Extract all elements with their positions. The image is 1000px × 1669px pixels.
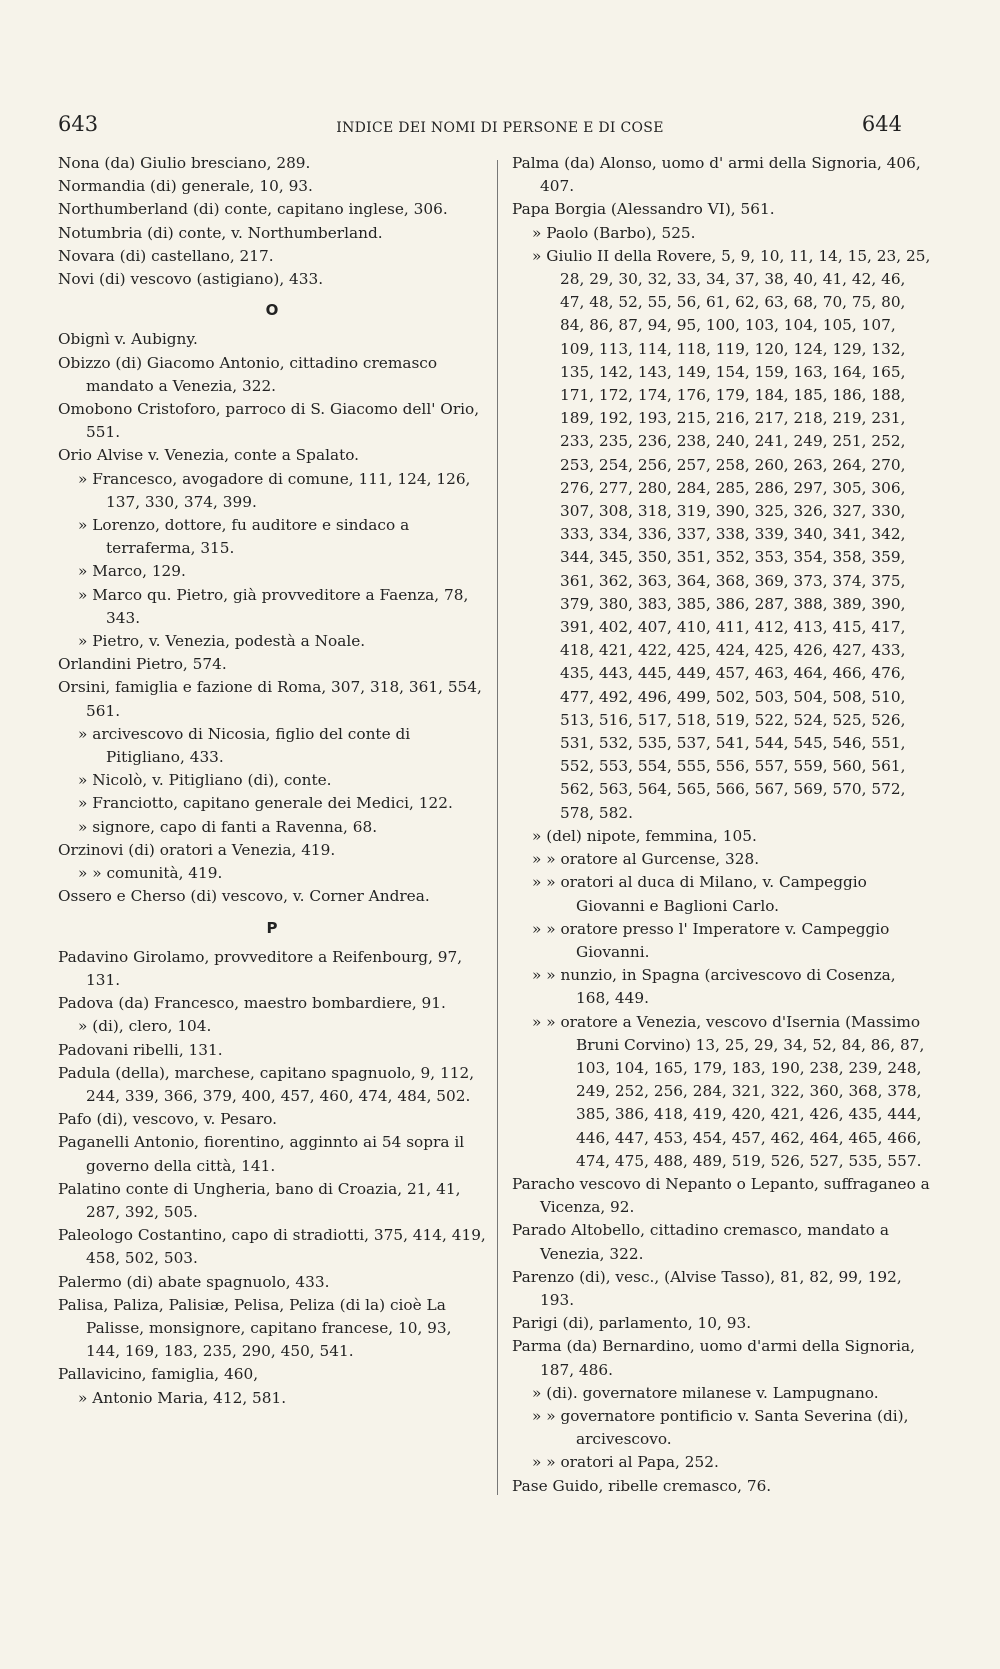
index-entry: Parenzo (di), vesc., (Alvise Tasso), 81, 82, 99, 192, 193. [512,1267,902,1309]
section-letter: P [266,918,278,937]
index-entry: » signore, capo di fanti a Ravenna, 68. [78,817,378,836]
index-entry: » arcivescovo di Nicosia, figlio del conte di Pitigliano, 433. [78,724,411,767]
index-entry: » Franciotto, capitano generale dei Medici, 122. [78,794,453,813]
index-entry: Notumbria (di) conte, v. Northumberland. [58,223,383,242]
index-entry: » Paolo (Barbo), 525. [532,223,696,242]
index-entry: Pase Guido, ribelle cremasco, 76. [512,1476,772,1495]
index-entry: » Marco, 129. [78,562,186,581]
index-entry: Omobono Cristoforo, parroco di S. Giacomo dell' Orio, 551. [58,400,480,442]
index-entry: Orzinovi (di) oratori a Venezia, 419. [58,840,336,859]
index-entry: Parigi (di), parlamento, 10, 93. [512,1314,752,1333]
index-entry: » Nicolò, v. Pitigliano (di), conte. [78,771,332,790]
index-entry: Pafo (di), vescovo, v. Pesaro. [58,1110,277,1129]
index-entry: Palatino conte di Ungheria, bano di Croazia, 21, 41, 287, 392, 505. [58,1179,461,1221]
index-entry: Parma (da) Bernardino, uomo d'armi della Signoria, 187, 486. [512,1337,915,1379]
index-entry: » » comunità, 419. [78,864,223,883]
index-entry: » (di). governatore milanese v. Lampugnano. [532,1383,879,1402]
index-entry: Padovani ribelli, 131. [58,1040,223,1059]
index-entry: Pallavicino, famiglia, 460, [58,1365,259,1384]
index-entry: Palermo (di) abate spagnuolo, 433. [58,1272,330,1291]
index-entry: » Lorenzo, dottore, fu auditore e sindaco a terraferma, 315. [78,516,410,558]
index-entry: Orsini, famiglia e fazione di Roma, 307, 318, 361, 554, 561. [58,678,482,720]
index-entry: Paracho vescovo di Nepanto o Lepanto, suffraganeo a Vicenza, 92. [512,1174,930,1217]
index-entry: » Marco qu. Pietro, già provveditore a Faenza, 78, 343. [78,585,469,627]
index-entry: Northumberland (di) conte, capitano inglese, 306. [58,200,448,219]
index-entry: » » oratore a Venezia, vescovo d'Isernia (Massimo Bruni Corvino) 13, 25, 29, 34, 52, 84, 86, 87, 103, 104, 165, 179, 183, 190, 238, 239, 248, 249, 252, 256, 284, 321, 322, 360, 368, 378, 385, 386, 418, 419, 420, 421, 426, 435, 444, 446, 447, 453, 454, 457, 462, 464, 465, 466, 474, 475, 488, 489, 519, 526, 527, 535, 557. [532,1012,925,1170]
index-entry: Padavino Girolamo, provveditore a Reifenbourg, 97, 131. [58,947,463,989]
left-column [58,152,486,1410]
index-entry: Obignì v. Aubigny. [58,330,198,349]
index-entry: » » oratori al duca di Milano, v. Campeggio Giovanni e Baglioni Carlo. [532,873,867,915]
section-letter: O [265,301,279,320]
index-entry: Orio Alvise v. Venezia, conte a Spalato. [58,446,360,465]
index-entry: Padula (della), marchese, capitano spagnuolo, 9, 112, 244, 339, 366, 379, 400, 457, 460, 474, 484, 502. [58,1063,475,1105]
index-entry: » (del) nipote, femmina, 105. [532,826,757,845]
page-number-right: 644 [861,112,902,136]
index-entry: » Antonio Maria, 412, 581. [78,1388,287,1407]
index-entry: » » oratori al Papa, 252. [532,1453,719,1472]
column-divider [497,160,498,1495]
index-entry: Palma (da) Alonso, uomo d' armi della Signoria, 406, 407. [512,154,921,196]
index-entry: » Francesco, avogadore di comune, 111, 124, 126, 137, 330, 374, 399. [78,469,471,511]
index-entry: Paganelli Antonio, fiorentino, agginnto ai 54 sopra il governo della città, 141. [58,1133,465,1175]
right-column [512,152,932,1498]
running-title: INDICE DEI NOMI DI PERSONE E DI COSE [336,120,664,136]
index-entry: Orlandini Pietro, 574. [58,655,227,674]
index-entry: » » nunzio, in Spagna (arcivescovo di Cosenza, 168, 449. [532,966,896,1008]
index-entry: Normandia (di) generale, 10, 93. [58,177,313,196]
index-entry: Padova (da) Francesco, maestro bombardiere, 91. [58,994,446,1013]
index-entry: » » oratore presso l' Imperatore v. Campeggio Giovanni. [532,919,890,961]
index-entry: Palisa, Paliza, Palisiæ, Pelisa, Peliza (di la) cioè La Palisse, monsignore, capitano francese, 10, 93, 144, 169, 183, 235, 290, 450, 541. [58,1295,452,1361]
page-number-left: 643 [58,112,99,136]
index-entry: Novara (di) castellano, 217. [58,246,274,265]
index-entry: » Pietro, v. Venezia, podestà a Noale. [78,632,366,651]
index-entry: » » governatore pontificio v. Santa Severina (di), arcivescovo. [532,1406,909,1449]
index-entry: Novi (di) vescovo (astigiano), 433. [58,270,324,289]
index-entry: Parado Altobello, cittadino cremasco, mandato a Venezia, 322. [512,1221,889,1263]
index-entry: » (di), clero, 104. [78,1017,212,1036]
index-entry: Paleologo Costantino, capo di stradiotti, 375, 414, 419, 458, 502, 503. [58,1226,486,1268]
index-entry: » » oratore al Gurcense, 328. [532,850,760,869]
index-entry: Obizzo (di) Giacomo Antonio, cittadino cremasco mandato a Venezia, 322. [58,353,438,395]
index-entry: » Giulio II della Rovere, 5, 9, 10, 11, 14, 15, 23, 25, 28, 29, 30, 32, 33, 34, 37, 38, 40, 41, 42, 46, 47, 48, 52, 55, 56, 61, 62, 63, 68, 70, 75, 80, 84, 86, 87, 94, 95, 100, 103, 104, 105, 107, 109, 113, 114, 118, 119, 120, 124, 129, 132, 135, 142, 143, 149, 154, 159, 163, 164, 165, 171, 172, 174, 176, 179, 184, 185, 186, 188, 189, 192, 193, 215, 216, 217, 218, 219, 231, 233, 235, 236, 238, 240, 241, 249, 251, 252, 253, 254, 256, 257, 258, 260, 263, 264, 270, 276, 277, 280, 284, 285, 286, 297, 305, 306, 307, 308, 318, 319, 390, 325, 326, 327, 330, 333, 334, 336, 337, 338, 339, 340, 341, 342, 344, 345, 350, 351, 352, 353, 354, 358, 359, 361, 362, 363, 364, 368, 369, 373, 374, 375, 379, 380, 383, 385, 386, 287, 388, 389, 390, 391, 402, 407, 410, 411, 412, 413, 415, 417, 418, 421, 422, 425, 424, 425, 426, 427, 433, 435, 443, 445, 449, 457, 463, 464, 466, 476, 477, 492, 496, 499, 502, 503, 504, 508, 510, 513, 516, 517, 518, 519, 522, 524, 525, 526, 531, 532, 535, 537, 541, 544, 545, 546, 551, 552, 553, 554, 555, 556, 557, 559, 560, 561, 562, 563, 564, 565, 566, 567, 569, 570, 572, 578, 582. [532,246,931,822]
index-entry: Ossero e Cherso (di) vescovo, v. Corner Andrea. [58,887,430,906]
index-entry: Papa Borgia (Alessandro VI), 561. [512,200,775,219]
index-entry: Nona (da) Giulio bresciano, 289. [58,154,311,172]
